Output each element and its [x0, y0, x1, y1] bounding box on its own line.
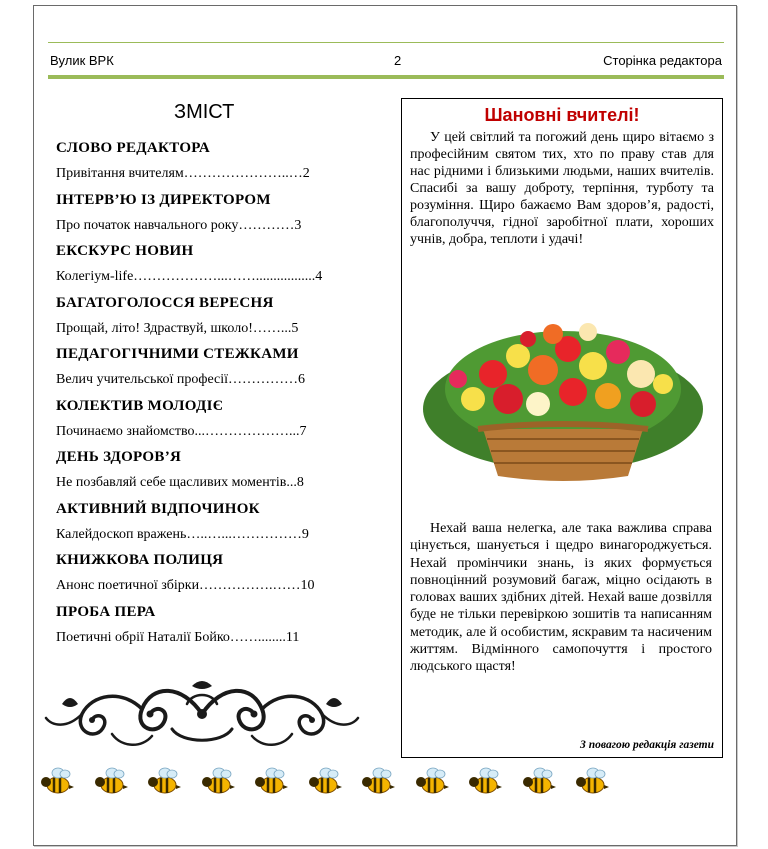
toc-item: Поетичні обрії Наталії Бойко……........11: [56, 629, 300, 645]
toc-section-heading: ПРОБА ПЕРА: [56, 603, 156, 620]
greeting-paragraph-2: Нехай ваша нелегка, але така важлива справа цінується, шанується і щедро винагороджується. Нехай промінчики знань, із яких формується повноцінний розумовий багаж, міцно осідають в головах ваших здібних дітей. Нехай ваше дозвілля буде не тільки перевіркою зошитів та написанням методик, але й особистим, яскравим та насиченим життям. Відмінного самопочуття і простого людського щастя!: [410, 521, 712, 675]
flower-basket-image: [413, 304, 713, 494]
bee-icon: [36, 765, 76, 801]
toc-entry: [56, 188, 386, 240]
header-page-title: Сторінка редактора: [603, 53, 722, 68]
page-header: [48, 42, 724, 79]
toc-section-heading: ІНТЕРВ’Ю ІЗ ДИРЕКТОРОМ: [56, 191, 271, 208]
toc-item: Колегіум-life………………...…….................4: [56, 269, 323, 284]
toc-item: Починаємо знайомство...………………...7: [56, 423, 307, 439]
toc-item: Калейдоскоп вражень…..…...……………9: [56, 526, 309, 542]
toc-item: Не позбавляй себе щасливих моментів...8: [56, 475, 304, 490]
toc-item: Прощай, літо! Здраствуй, школо!……...5: [56, 320, 299, 336]
toc-title: ЗМІСТ: [174, 101, 235, 123]
toc-section-heading: ЕКСКУРС НОВИН: [56, 243, 194, 259]
header-newspaper-name: Вулик ВРК: [50, 53, 114, 68]
toc-entry: [56, 394, 386, 446]
bee-icon: [197, 765, 237, 801]
bee-border: [0, 765, 640, 805]
greeting-box: [401, 98, 723, 758]
toc-entry: [56, 239, 386, 291]
greeting-signature: З повагою редакція газети: [580, 739, 714, 751]
bee-icon: [304, 765, 344, 801]
bee-icon: [250, 765, 290, 801]
toc-section-heading: КОЛЕКТИВ МОЛОДІЄ: [56, 397, 224, 414]
toc-entry: [56, 291, 386, 343]
bee-icon: [464, 765, 504, 801]
greeting-paragraph-1: У цей світлий та погожий день щиро вітаємо з професійним святом тих, хто по праву став для нас рідними і близькими людьми, наших вчителів. Спасибі за вашу доброту, терпіння, турботу та розуміння. Щиро бажаємо Вам здоров’я, радості, благополуччя, гідної заробітної плати, хороших учнів, добра, теплоти і удачі!: [410, 130, 714, 247]
bee-icon: [411, 765, 451, 801]
toc-entry: [56, 136, 386, 188]
toc-entry: [56, 445, 386, 497]
header-page-number: 2: [394, 53, 402, 68]
toc-entry: [56, 600, 386, 652]
toc-entry: [56, 548, 386, 600]
toc-section-heading: КНИЖКОВА ПОЛИЦЯ: [56, 552, 224, 568]
toc-entry: [56, 497, 386, 549]
toc-entry: [56, 342, 386, 394]
toc-section-heading: АКТИВНИЙ ВІДПОЧИНОК: [56, 500, 260, 517]
table-of-contents: [56, 136, 386, 651]
toc-section-heading: ДЕНЬ ЗДОРОВ’Я: [56, 449, 182, 465]
bee-icon: [571, 765, 611, 801]
bee-icon: [143, 765, 183, 801]
toc-section-heading: СЛОВО РЕДАКТОРА: [56, 140, 210, 156]
toc-item: Про початок навчального року…………3: [56, 217, 302, 233]
swirl-ornament: [42, 674, 362, 754]
bee-icon: [518, 765, 558, 801]
newspaper-page: [33, 5, 737, 846]
bee-icon: [90, 765, 130, 801]
toc-item: Анонс поетичної збірки…………….……10: [56, 578, 315, 593]
bee-icon: [357, 765, 397, 801]
greeting-title: Шановні вчителі!: [484, 105, 640, 125]
toc-section-heading: ПЕДАГОГІЧНИМИ СТЕЖКАМИ: [56, 346, 299, 362]
toc-item: Велич учительської професії……………6: [56, 372, 306, 387]
toc-item: Привітання вчителям…………………..…2: [56, 166, 310, 181]
toc-section-heading: БАГАТОГОЛОССЯ ВЕРЕСНЯ: [56, 294, 274, 311]
